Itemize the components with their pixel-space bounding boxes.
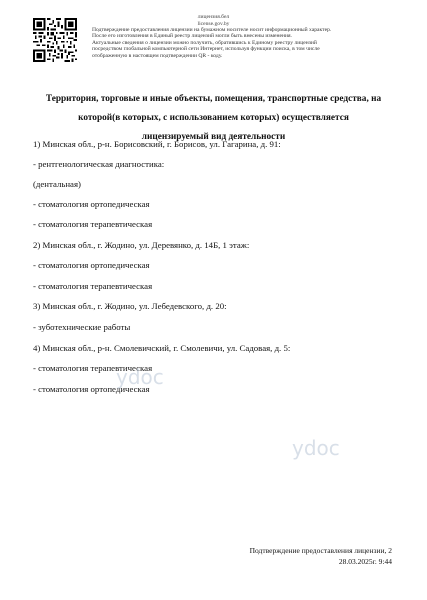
heading-line: лицензируемый вид деятельности — [141, 132, 286, 142]
notice-line: После его изготовления в Единый реестр лицензий могли быть внесены изменения. — [92, 33, 292, 40]
header-site-en: license.gov.by — [197, 20, 230, 27]
watermark: ydoc — [292, 436, 340, 460]
footer-confirmation: Подтверждение предоставления лицензии, 2 — [249, 546, 392, 555]
activity-item: - стоматология ортопедическая — [33, 260, 150, 270]
activity-note: (дентальная) — [33, 179, 81, 189]
heading-line: которой(в которых, с использованием которых) осуществляется — [78, 113, 349, 123]
activity-item: - стоматология терапевтическая — [33, 219, 153, 229]
address-item: 4) Минская обл., р-н. Смолевичский, г. Смолевичи, ул. Садовая, д. 5: — [33, 343, 291, 353]
activity-item: - стоматология терапевтическая — [33, 281, 153, 291]
notice-line: Подтверждение предоставления лицензии на бумажном носителе носит информационный характер. — [92, 27, 332, 33]
notice-line: Актуальные сведения о лицензии можно получить, обратившись к Единому реестру лицензий — [92, 39, 317, 46]
activity-item: - рентгенологическая диагностика: — [33, 159, 165, 169]
activity-item: - зуботехнические работы — [33, 322, 131, 332]
activity-item: - стоматология ортопедическая — [33, 199, 150, 209]
header-notice — [92, 27, 412, 59]
activity-item: - стоматология ортопедическая — [33, 384, 150, 394]
address-item: 1) Минская обл., р-н. Борисовский, г. Борисов, ул. Гагарина, д. 91: — [33, 139, 281, 149]
footer-datetime: 28.03.2025г. 9:44 — [338, 557, 392, 566]
heading-line: Территория, торговые и иные объекты, помещения, транспортные средства, на — [45, 94, 382, 104]
watermark: ydoc — [116, 365, 164, 389]
address-item: 2) Минская обл., г. Жодино, ул. Деревянко, д. 14Б, 1 этаж: — [33, 240, 250, 250]
activity-item: - стоматология терапевтическая — [33, 363, 153, 373]
header-site-ru: лицензия.бел — [197, 14, 230, 20]
notice-line: посредством глобальной компьютерной сети Интернет, используя функции поиска, в том числе — [92, 46, 320, 53]
notice-line: отображенную в настоящем подтверждении QR - коду. — [92, 52, 223, 59]
address-item: 3) Минская обл., г. Жодино, ул. Лебедевского, д. 20: — [33, 301, 227, 311]
